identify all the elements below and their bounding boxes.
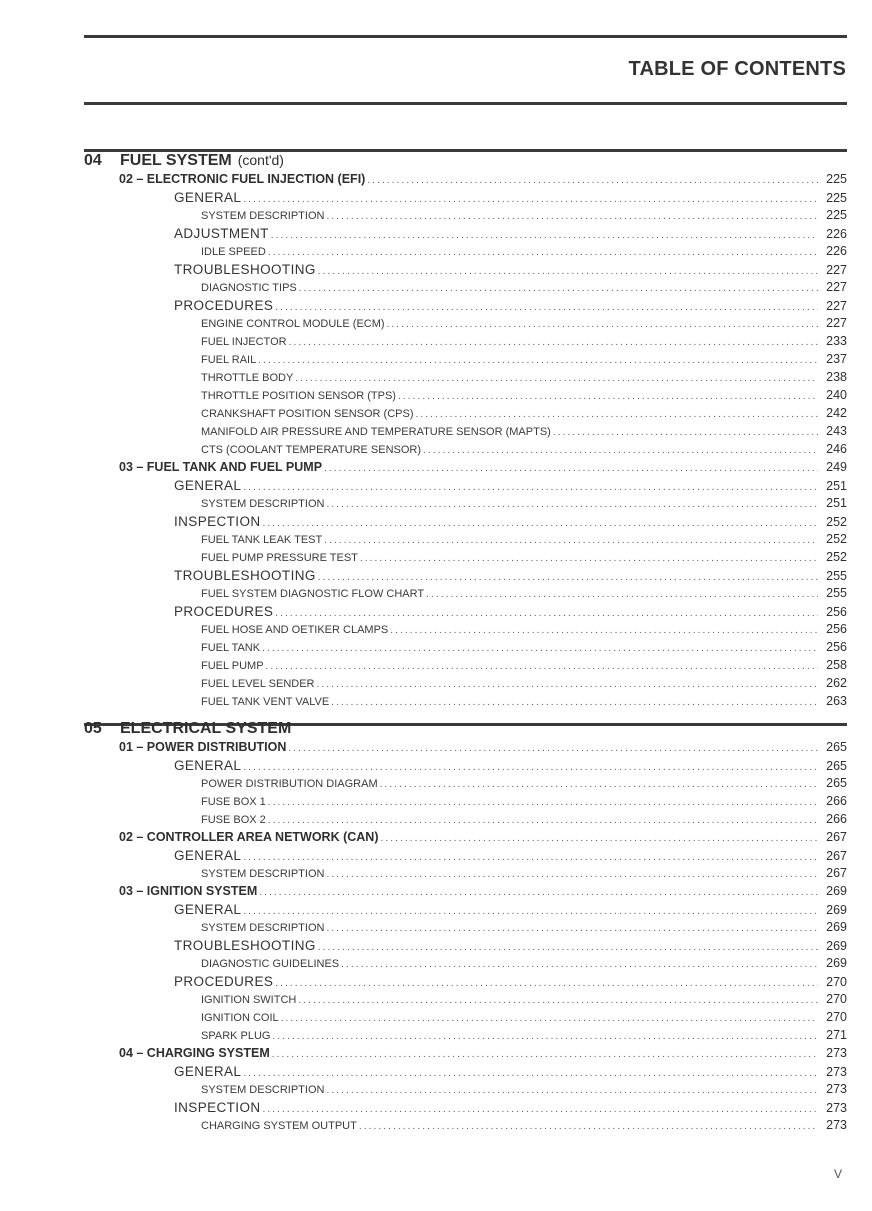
toc-entry-label: THROTTLE BODY (201, 372, 294, 384)
toc-page-number: 267 (826, 866, 847, 880)
dot-leader (331, 697, 818, 708)
toc-page-number: 252 (826, 550, 847, 564)
toc-entry-label: ADJUSTMENT (174, 226, 269, 241)
toc-entry-fuel-rail[interactable] (84, 352, 847, 370)
toc-entry-general[interactable] (84, 190, 847, 208)
toc-entry-label: 04 – CHARGING SYSTEM (119, 1046, 270, 1060)
toc-entry-power-distribution-diagram[interactable] (84, 776, 847, 794)
toc-entry-label: SYSTEM DESCRIPTION (201, 498, 325, 510)
toc-entry-label: SYSTEM DESCRIPTION (201, 210, 325, 222)
toc-page-number: 251 (826, 479, 847, 493)
dot-leader (398, 391, 818, 402)
toc-entry-label: FUEL RAIL (201, 354, 257, 366)
toc-entry-fuel-pump-pressure-test[interactable] (84, 550, 847, 568)
toc-entry-diagnostic-guidelines[interactable] (84, 956, 847, 974)
dot-leader (243, 852, 818, 863)
toc-page-number: 255 (826, 586, 847, 600)
toc-page-number: 227 (826, 299, 847, 313)
toc-page-number: 273 (826, 1046, 847, 1060)
header-bottom-rule (84, 102, 847, 105)
toc-entry-03-ignition-system[interactable] (84, 884, 847, 902)
dot-leader (423, 445, 818, 456)
toc-page-number: 227 (826, 263, 847, 277)
toc-entry-label: CRANKSHAFT POSITION SENSOR (CPS) (201, 408, 414, 420)
toc-entry-system-description[interactable] (84, 1082, 847, 1100)
toc-entry-fuel-level-sender[interactable] (84, 676, 847, 694)
toc-entry-label: POWER DISTRIBUTION DIAGRAM (201, 778, 378, 790)
toc-page-number: 225 (826, 208, 847, 222)
toc-page-number: 226 (826, 244, 847, 258)
toc-page-number: 265 (826, 759, 847, 773)
dot-leader (281, 1013, 819, 1024)
toc-entry-label: SPARK PLUG (201, 1030, 271, 1042)
toc-entry-charging-system-output[interactable] (84, 1118, 847, 1136)
toc-entry-label: 02 – ELECTRONIC FUEL INJECTION (EFI) (119, 172, 366, 186)
dot-leader (317, 679, 819, 690)
toc-entry-label: MANIFOLD AIR PRESSURE AND TEMPERATURE SENSOR (MAPTS) (201, 426, 551, 438)
toc-page-number: 273 (826, 1118, 847, 1132)
toc-entry-general[interactable] (84, 848, 847, 866)
dot-leader (259, 887, 818, 898)
dot-leader (268, 247, 818, 258)
toc-page-number: 243 (826, 424, 847, 438)
page-folio: V (833, 1167, 842, 1181)
toc-entry-inspection[interactable] (84, 514, 847, 532)
dot-leader (262, 643, 818, 654)
dot-leader (288, 743, 818, 754)
toc-entry-idle-speed[interactable] (84, 244, 847, 262)
toc-entry-label: CTS (COOLANT TEMPERATURE SENSOR) (201, 444, 422, 456)
toc-entry-procedures[interactable] (84, 298, 847, 316)
dot-leader (318, 266, 818, 277)
table-of-contents (84, 152, 847, 1136)
toc-page-number: 269 (826, 903, 847, 917)
toc-page-number: 225 (826, 191, 847, 205)
toc-entry-fuel-pump[interactable] (84, 658, 847, 676)
toc-page-number: 267 (826, 849, 847, 863)
toc-page-number: 269 (826, 939, 847, 953)
dot-leader (387, 319, 819, 330)
toc-page-number: 273 (826, 1065, 847, 1079)
toc-entry-system-description[interactable] (84, 866, 847, 884)
toc-entry-label: GENERAL (174, 1064, 242, 1079)
toc-entry-engine-control-module-ecm[interactable] (84, 316, 847, 334)
toc-entry-label: INSPECTION (174, 514, 261, 529)
toc-page-number: 265 (826, 776, 847, 790)
toc-entry-system-description[interactable] (84, 496, 847, 514)
toc-page-number: 256 (826, 640, 847, 654)
toc-entry-fuel-tank-vent-valve[interactable] (84, 694, 847, 712)
section-title: FUEL SYSTEM (120, 152, 232, 169)
toc-entry-label: FUEL INJECTOR (201, 336, 287, 348)
dot-leader (326, 869, 818, 880)
toc-entry-fuse-box-1[interactable] (84, 794, 847, 812)
toc-entry-label: DIAGNOSTIC GUIDELINES (201, 958, 340, 970)
toc-entry-label: FUEL TANK VENT VALVE (201, 696, 330, 708)
toc-entry-procedures[interactable] (84, 974, 847, 992)
toc-page-number: 270 (826, 992, 847, 1006)
dot-leader (266, 661, 819, 672)
toc-page-number: 242 (826, 406, 847, 420)
section-number: 04 (84, 152, 102, 169)
dot-leader (326, 923, 818, 934)
dot-leader (298, 995, 818, 1006)
dot-leader (360, 553, 818, 564)
toc-entry-label: FUEL LEVEL SENDER (201, 678, 315, 690)
dot-leader (326, 211, 818, 222)
toc-page-number: 265 (826, 740, 847, 754)
toc-page-number: 258 (826, 658, 847, 672)
toc-entry-label: PROCEDURES (174, 604, 274, 619)
toc-entry-02-controller-area-network-can[interactable] (84, 830, 847, 848)
toc-entry-general[interactable] (84, 902, 847, 920)
dot-leader (243, 482, 818, 493)
toc-entry-label: GENERAL (174, 848, 242, 863)
toc-entry-label: ENGINE CONTROL MODULE (ECM) (201, 318, 385, 330)
toc-entry-label: GENERAL (174, 190, 242, 205)
toc-entry-fuse-box-2[interactable] (84, 812, 847, 830)
toc-page-number: 227 (826, 280, 847, 294)
dot-leader (299, 283, 818, 294)
dot-leader (359, 1121, 818, 1132)
dot-leader (275, 978, 818, 989)
dot-leader (271, 230, 818, 241)
dot-leader (324, 463, 818, 474)
toc-entry-label: IGNITION SWITCH (201, 994, 297, 1006)
toc-page-number: 263 (826, 694, 847, 708)
toc-entry-diagnostic-tips[interactable] (84, 280, 847, 298)
toc-entry-label: FUEL SYSTEM DIAGNOSTIC FLOW CHART (201, 588, 425, 600)
toc-entry-label: SYSTEM DESCRIPTION (201, 868, 325, 880)
toc-page-number: 251 (826, 496, 847, 510)
toc-page-number: 271 (826, 1028, 847, 1042)
toc-entry-label: GENERAL (174, 902, 242, 917)
toc-page-number: 273 (826, 1101, 847, 1115)
toc-entry-fuel-system-diagnostic-flow-chart[interactable] (84, 586, 847, 604)
dot-leader (326, 499, 818, 510)
toc-entry-label: SYSTEM DESCRIPTION (201, 922, 325, 934)
toc-entry-label: FUEL PUMP (201, 660, 264, 672)
dot-leader (263, 1104, 819, 1115)
toc-page-number: 240 (826, 388, 847, 402)
toc-page-number: 270 (826, 975, 847, 989)
dot-leader (243, 762, 818, 773)
toc-entry-label: GENERAL (174, 478, 242, 493)
dot-leader (268, 815, 818, 826)
toc-entry-adjustment[interactable] (84, 226, 847, 244)
toc-entry-troubleshooting[interactable] (84, 568, 847, 586)
toc-entry-label: TROUBLESHOOTING (174, 262, 316, 277)
toc-page-number: 249 (826, 460, 847, 474)
dot-leader (243, 906, 818, 917)
toc-entry-label: SYSTEM DESCRIPTION (201, 1084, 325, 1096)
dot-leader (275, 302, 818, 313)
toc-page-number: 266 (826, 794, 847, 808)
toc-page-number: 266 (826, 812, 847, 826)
dot-leader (318, 942, 818, 953)
dot-leader (416, 409, 819, 420)
dot-leader (289, 337, 819, 348)
toc-entry-general[interactable] (84, 478, 847, 496)
toc-page-number: 267 (826, 830, 847, 844)
dot-leader (318, 572, 818, 583)
toc-page-number: 246 (826, 442, 847, 456)
dot-leader (380, 779, 819, 790)
toc-page-number: 238 (826, 370, 847, 384)
toc-entry-label: FUSE BOX 2 (201, 814, 266, 826)
dot-leader (263, 518, 819, 529)
toc-entry-02-electronic-fuel-injection-efi[interactable] (84, 172, 847, 190)
toc-entry-label: INSPECTION (174, 1100, 261, 1115)
section-heading-05 (84, 720, 847, 740)
toc-entry-label: 01 – POWER DISTRIBUTION (119, 740, 287, 754)
toc-page-number: 256 (826, 622, 847, 636)
toc-entry-troubleshooting[interactable] (84, 938, 847, 956)
toc-page-number: 269 (826, 956, 847, 970)
dot-leader (295, 373, 818, 384)
toc-page-number: 270 (826, 1010, 847, 1024)
toc-entry-procedures[interactable] (84, 604, 847, 622)
dot-leader (326, 1085, 818, 1096)
dot-leader (390, 625, 818, 636)
dot-leader (381, 833, 819, 844)
toc-page-number: 237 (826, 352, 847, 366)
toc-entry-cts-coolant-temperature-sensor[interactable] (84, 442, 847, 460)
toc-entry-label: PROCEDURES (174, 298, 274, 313)
toc-page-number: 233 (826, 334, 847, 348)
toc-entry-system-description[interactable] (84, 208, 847, 226)
dot-leader (275, 608, 818, 619)
toc-page-number: 256 (826, 605, 847, 619)
dot-leader (553, 427, 818, 438)
section-heading-04 (84, 152, 847, 172)
toc-page-number: 226 (826, 227, 847, 241)
toc-entry-label: FUEL PUMP PRESSURE TEST (201, 552, 358, 564)
toc-entry-04-charging-system[interactable] (84, 1046, 847, 1064)
dot-leader (273, 1031, 819, 1042)
toc-entry-general[interactable] (84, 758, 847, 776)
toc-page-number: 227 (826, 316, 847, 330)
toc-entry-fuel-hose-and-oetiker-clamps[interactable] (84, 622, 847, 640)
toc-entry-manifold-air-pressure-and-temperature-sensor-mapts[interactable] (84, 424, 847, 442)
toc-page-number: 252 (826, 532, 847, 546)
dot-leader (268, 797, 818, 808)
toc-page-number: 269 (826, 920, 847, 934)
toc-page-number: 255 (826, 569, 847, 583)
dot-leader (243, 1068, 818, 1079)
dot-leader (258, 355, 818, 366)
toc-entry-label: IGNITION COIL (201, 1012, 279, 1024)
toc-entry-general[interactable] (84, 1064, 847, 1082)
dot-leader (341, 959, 818, 970)
toc-entry-03-fuel-tank-and-fuel-pump[interactable] (84, 460, 847, 478)
toc-entry-label: FUEL HOSE AND OETIKER CLAMPS (201, 624, 389, 636)
toc-entry-label: FUEL TANK (201, 642, 261, 654)
toc-entry-label: FUEL TANK LEAK TEST (201, 534, 323, 546)
toc-entry-01-power-distribution[interactable] (84, 740, 847, 758)
toc-entry-label: DIAGNOSTIC TIPS (201, 282, 297, 294)
toc-page-number: 273 (826, 1082, 847, 1096)
toc-entry-fuel-tank-leak-test[interactable] (84, 532, 847, 550)
toc-entry-ignition-coil[interactable] (84, 1010, 847, 1028)
dot-leader (426, 589, 818, 600)
toc-entry-label: TROUBLESHOOTING (174, 938, 316, 953)
toc-entry-label: FUSE BOX 1 (201, 796, 266, 808)
toc-entry-inspection[interactable] (84, 1100, 847, 1118)
page-title: TABLE OF CONTENTS (628, 58, 846, 80)
toc-entry-system-description[interactable] (84, 920, 847, 938)
toc-entry-label: 02 – CONTROLLER AREA NETWORK (CAN) (119, 830, 379, 844)
toc-entry-fuel-tank[interactable] (84, 640, 847, 658)
toc-entry-crankshaft-position-sensor-cps[interactable] (84, 406, 847, 424)
toc-entry-troubleshooting[interactable] (84, 262, 847, 280)
toc-page-number: 269 (826, 884, 847, 898)
toc-entry-label: GENERAL (174, 758, 242, 773)
dot-leader (367, 175, 818, 186)
toc-entry-label: TROUBLESHOOTING (174, 568, 316, 583)
section-number: 05 (84, 720, 102, 737)
toc-entry-fuel-injector[interactable] (84, 334, 847, 352)
toc-entry-label: CHARGING SYSTEM OUTPUT (201, 1120, 357, 1132)
toc-entry-throttle-body[interactable] (84, 370, 847, 388)
toc-entry-spark-plug[interactable] (84, 1028, 847, 1046)
dot-leader (243, 194, 818, 205)
section-continued-note: (cont'd) (237, 152, 284, 168)
toc-entry-ignition-switch[interactable] (84, 992, 847, 1010)
toc-page-number: 225 (826, 172, 847, 186)
toc-page-number: 262 (826, 676, 847, 690)
header-top-rule (84, 35, 847, 38)
toc-entry-label: 03 – IGNITION SYSTEM (119, 884, 258, 898)
toc-entry-throttle-position-sensor-tps[interactable] (84, 388, 847, 406)
toc-page-number: 252 (826, 515, 847, 529)
toc-entry-label: IDLE SPEED (201, 246, 266, 258)
dot-leader (272, 1049, 818, 1060)
toc-entry-label: 03 – FUEL TANK AND FUEL PUMP (119, 460, 323, 474)
toc-entry-label: THROTTLE POSITION SENSOR (TPS) (201, 390, 396, 402)
toc-entry-label: PROCEDURES (174, 974, 274, 989)
section-title: ELECTRICAL SYSTEM (120, 720, 292, 737)
dot-leader (324, 535, 818, 546)
